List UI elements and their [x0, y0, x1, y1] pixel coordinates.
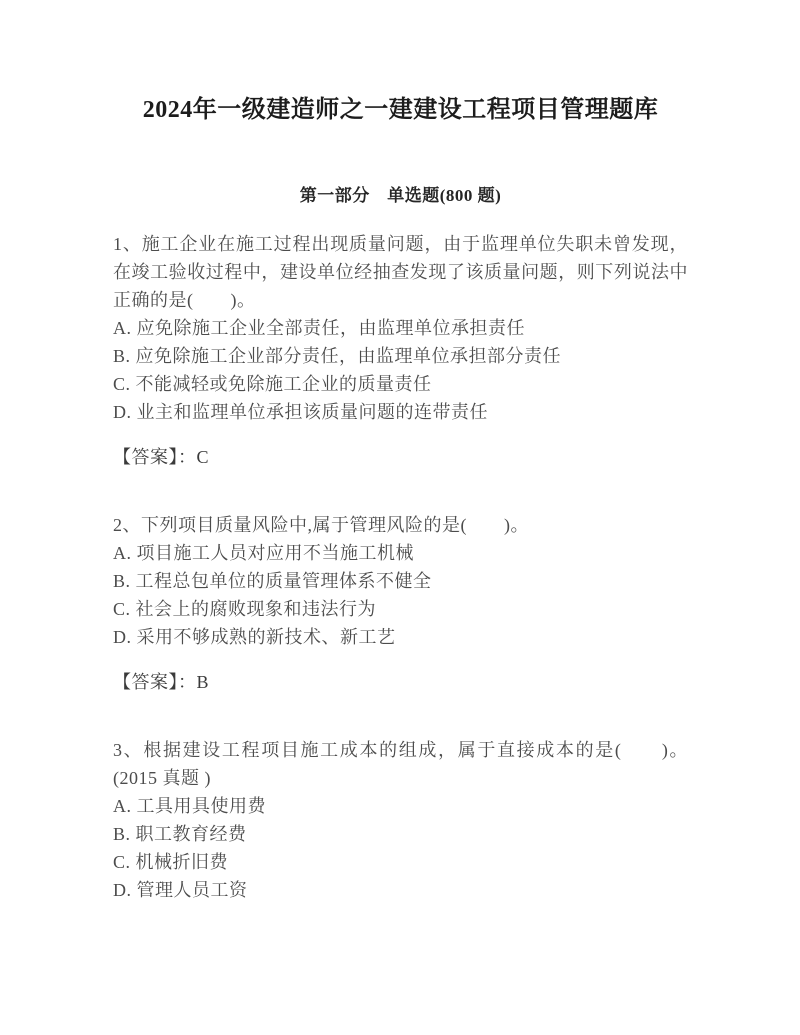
- question-3: [113, 736, 688, 904]
- question-2-options: [113, 539, 688, 651]
- question-3-option-c: C. 机械折旧费: [113, 852, 229, 872]
- question-2-answer: 【答案】：B: [113, 672, 210, 692]
- question-1-option-b: B. 应免除施工企业部分责任，由监理单位承担部分责任: [113, 346, 562, 366]
- question-1-option-c: C. 不能减轻或免除施工企业的质量责任: [113, 374, 432, 394]
- question-3-options: [113, 792, 688, 904]
- question-2-option-d: D. 采用不够成熟的新技术、新工艺: [113, 627, 396, 647]
- question-1-text: 施工企业在施工过程出现质量问题，由于监理单位失职未曾发现，在竣工验收过程中，建设单位经抽查发现了该质量问题，则下列说法中正确的是( )。: [113, 234, 689, 310]
- question-1: [113, 230, 688, 471]
- question-2: [113, 511, 688, 696]
- question-2-option-c: C. 社会上的腐败现象和违法行为: [113, 599, 377, 619]
- question-3-stem: [113, 736, 688, 792]
- question-2-option-b: B. 工程总包单位的质量管理体系不健全: [113, 571, 432, 591]
- question-3-number: 3、: [113, 740, 144, 760]
- question-2-stem: [113, 511, 688, 539]
- question-1-answer: 【答案】：C: [113, 447, 210, 467]
- question-2-text: 下列项目质量风险中,属于管理风险的是( )。: [141, 515, 529, 535]
- question-1-options: [113, 314, 688, 426]
- question-3-option-d: D. 管理人员工资: [113, 880, 248, 900]
- question-1-option-d: D. 业主和监理单位承担该质量问题的连带责任: [113, 402, 488, 422]
- question-3-text: 根据建设工程项目施工成本的组成，属于直接成本的是( )。(2015 真题 ): [113, 740, 688, 788]
- section-heading: 第一部分 单选题(800 题): [299, 186, 502, 205]
- question-1-number: 1、: [113, 234, 142, 254]
- question-1-stem: [113, 230, 688, 314]
- question-2-number: 2、: [113, 515, 141, 535]
- question-3-option-b: B. 职工教育经费: [113, 824, 247, 844]
- question-3-option-a: A. 工具用具使用费: [113, 796, 266, 816]
- question-1-option-a: A. 应免除施工企业全部责任，由监理单位承担责任: [113, 318, 525, 338]
- question-2-option-a: A. 项目施工人员对应用不当施工机械: [113, 543, 414, 563]
- document-title: 2024年一级建造师之一建建设工程项目管理题库: [142, 97, 659, 123]
